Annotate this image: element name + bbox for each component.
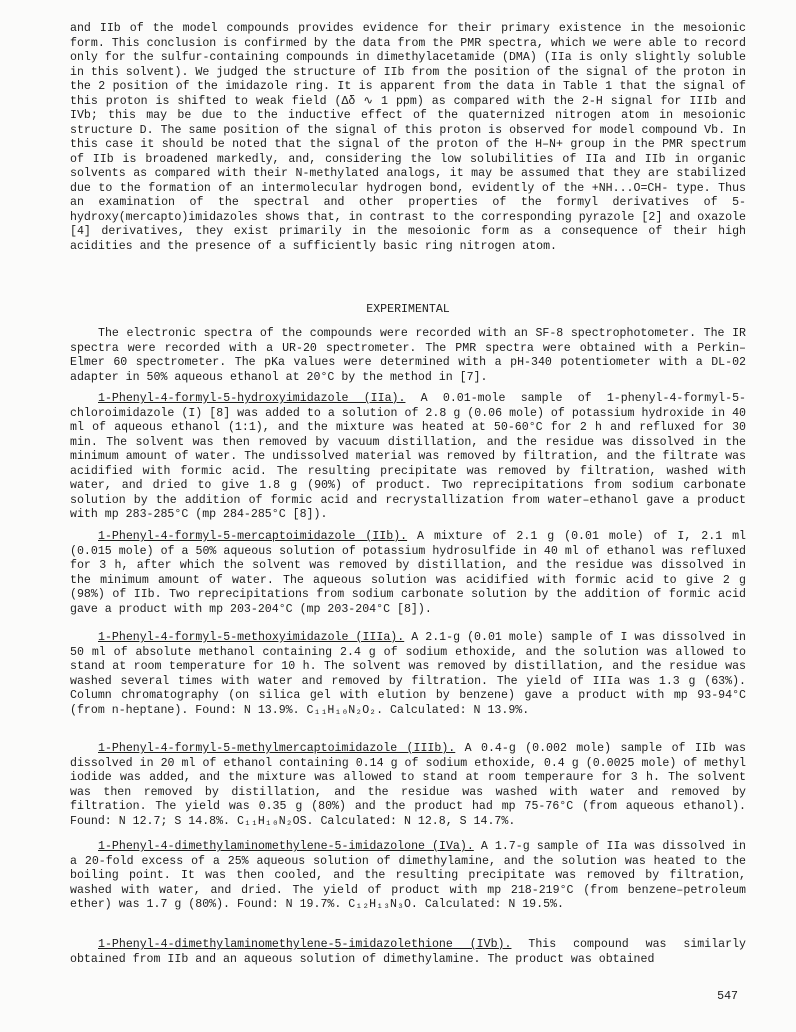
entry-title: 1-Phenyl-4-formyl-5-methoxyimidazole (IIIa).: [98, 631, 405, 644]
entry-body: A 0.01-mole sample of 1-phenyl-4-formyl-5-chloroimidazole (I) [8] was added to a solution of 2.8 g (0.06 mole) of potassium hydroxide in 40 ml of aqueous ethanol (1:1), and the mixture was heated at 50-60°C for 2 h and refluxed for 30 min. The solvent was then removed by vacuum distillation, and the residue was dissolved in the minimum amount of water. The undissolved material was removed by filtration, and the filtrate was acidified with formic acid. The resulting precipitate was removed by filtration, washed with water, and dried to give 1.8 g (90%) of product. Two reprecipitations from sodium carbonate solution by the addition of formic acid and recrystallization from water–ethanol gave a product with mp 283-285°C (mp 284-285°C [8]).: [70, 392, 747, 521]
entry-title: 1-Phenyl-4-dimethylaminomethylene-5-imidazolone (IVa).: [98, 840, 474, 853]
entry-body: This compound was similarly obtained from IIb and an aqueous solution of dimethylamine. The product was obtained: [70, 938, 747, 966]
methods-paragraph: The electronic spectra of the compounds were recorded with an SF-8 spectrophotometer. The IR spectra were recorded with a UR-20 spectrometer. The PMR spectra were obtained with a Perkin–Elmer 60 spectrometer. The pKa values were determined with a pH-340 potentiometer with a DL-02 adapter in 50% aqueous ethanol at 20°C by the method in [7].: [70, 327, 746, 384]
entry-body: A 2.1-g (0.01 mole) sample of I was dissolved in 50 ml of absolute methanol containing 2.4 g of sodium ethoxide, and the solution was allowed to stand at room temperature for 10 h. The solvent was removed by distillation, and the residue was washed several times with water and removed by filtration. The yield of IIIa was 1.3 g (63%). Column chromatography (on silica gel with elution by benzene) gave a product with mp 93-94°C (from n-heptane). Found: N 13.9%. C₁₁H₁₀N₂O₂. Calculated: N 13.9%.: [70, 631, 746, 717]
entry-iib: [70, 530, 746, 617]
page-number: 547: [717, 990, 738, 1003]
entry-iiib: [70, 742, 746, 829]
entry-body: A mixture of 2.1 g (0.01 mole) of I, 2.1 ml (0.015 mole) of a 50% aqueous solution of potassium hydrosulfide in 40 ml of ethanol was refluxed for 3 h, after which the solvent was removed by distillation, and the residue was dissolved in the minimum amount of water. The aqueous solution was acidified with formic acid to give 2 g (98%) of IIb. Two reprecipitations from sodium carbonate solution by the addition of formic acid gave a product with mp 203-204°C (mp 203-204°C [8]).: [70, 530, 747, 616]
entry-iiia: [70, 631, 746, 718]
entry-body: A 1.7-g sample of IIa was dissolved in a 20-fold excess of a 25% aqueous solution of dimethylamine, and the solution was heated to the boiling point. It was then cooled, and the resulting precipitate was removed by filtration, washed with water, and dried. The yield of product with mp 218-219°C (from benzene–petroleum ether) was 1.7 g (80%). Found: N 19.7%. C₁₂H₁₃N₃O. Calculated: N 19.5%.: [70, 840, 746, 911]
entry-body: A 0.4-g (0.002 mole) sample of IIb was dissolved in 20 ml of ethanol containing 0.14 g of sodium ethoxide, 0.4 g (0.0025 mole) of methyl iodide was added, and the mixture was allowed to stand at room temperaure for 3 h. The solvent was then removed by distillation, and the residue was washed with water and removed by filtration. The yield was 0.35 g (80%) and the product had mp 75-76°C (from aqueous ethanol). Found: N 12.7; S 14.8%. C₁₁H₁₀N₂OS. Calculated: N 12.8, S 14.7%.: [70, 742, 747, 828]
entry-title: 1-Phenyl-4-formyl-5-hydroxyimidazole (IIa).: [98, 392, 406, 405]
entry-title: 1-Phenyl-4-formyl-5-mercaptoimidazole (IIb).: [98, 530, 408, 543]
section-heading: EXPERIMENTAL: [366, 303, 450, 316]
entry-title: 1-Phenyl-4-dimethylaminomethylene-5-imidazolethione (IVb).: [98, 938, 512, 951]
intro-paragraph: and IIb of the model compounds provides evidence for their primary existence in the mesoionic form. This conclusion is confirmed by the data from the PMR spectra, which we were able to record only for the sulfur-containing compounds in dimethylacetamide (DMA) (IIa is only slightly soluble in this solvent). We judged the structure of IIb from the position of the signal of the proton in the 2 position of the imidazole ring. It is apparent from the data in Table 1 that the signal of this proton is shifted to weak field (Δδ ∿ 1 ppm) as compared with the 2-H signal for IIIb and IVb; this may be due to the inductive effect of the quaternized nitrogen atom in mesoionic structure D. The same position of the signal of this proton is observed for model compound Vb. In this case it should be noted that the signal of the proton of the H–N+ group in the PMR spectrum of IIb is broadened markedly, and, considering the low solubilities of IIa and IIb in organic solvents as compared with their N-methylated analogs, it may be assumed that they are stabilized due to the formation of an intermolecular hydrogen bond, evidently of the +NH...O=CH- type. Thus an examination of the spectral and other properties of the formyl derivatives of 5-hydroxy(mercapto)imidazoles shows that, in contrast to the corresponding pyrazole [2] and oxazole [4] derivatives, they exist primarily in the mesoionic form as a consequence of their high acidities and the presence of a sufficiently basic ring nitrogen atom.: [70, 22, 746, 253]
entry-iia: [70, 392, 746, 523]
entry-ivb: [70, 938, 746, 967]
entry-title: 1-Phenyl-4-formyl-5-methylmercaptoimidazole (IIIb).: [98, 742, 456, 755]
entry-iva: [70, 840, 746, 913]
